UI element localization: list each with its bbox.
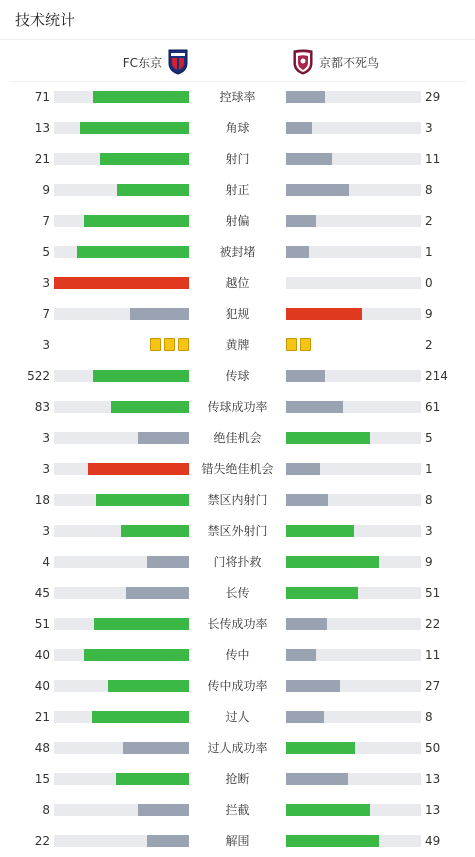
away-stat-bar	[286, 246, 421, 258]
home-stat-bar-fill	[117, 184, 189, 196]
home-stat-value: 83	[34, 400, 50, 414]
yellow-card-icon	[286, 338, 297, 351]
away-stat-bar	[286, 711, 421, 723]
stat-label: 越位	[225, 276, 250, 290]
home-stat-value: 18	[34, 493, 50, 507]
home-stat-bar-fill	[138, 432, 189, 444]
home-stat-bar-fill	[93, 370, 189, 382]
stat-row	[0, 609, 475, 640]
stat-row	[0, 330, 475, 361]
stat-label: 过人	[225, 710, 250, 724]
away-stat-value: 0	[425, 276, 433, 290]
stat-label: 传中成功率	[207, 679, 268, 693]
stat-label: 拦截	[225, 803, 250, 817]
away-stat-value: 51	[425, 586, 441, 600]
home-stat-value: 51	[34, 617, 50, 631]
away-stat-bar-fill	[286, 773, 348, 785]
away-stat-value: 13	[425, 803, 441, 817]
home-stat-value: 71	[34, 90, 50, 104]
home-stat-bar	[54, 91, 189, 103]
home-stat-bar	[54, 494, 189, 506]
home-stat-bar-fill	[111, 401, 189, 413]
stat-row	[0, 826, 475, 857]
home-stat-value: 4	[42, 555, 50, 569]
away-stat-bar-fill	[286, 556, 379, 568]
stat-row	[0, 82, 475, 113]
away-stat-value: 11	[425, 648, 441, 662]
away-stat-bar-fill	[286, 308, 362, 320]
away-stat-bar-fill	[286, 494, 328, 506]
home-stat-bar	[54, 432, 189, 444]
stat-row	[0, 485, 475, 516]
home-stat-bar	[54, 308, 189, 320]
away-stat-value: 2	[425, 214, 433, 228]
away-stat-value: 3	[425, 524, 433, 538]
home-yellow-cards	[150, 338, 189, 351]
home-stat-bar	[54, 556, 189, 568]
away-stat-value: 9	[425, 307, 433, 321]
stat-label: 角球	[225, 121, 250, 135]
stat-row	[0, 547, 475, 578]
stat-row	[0, 702, 475, 733]
away-stat-bar	[286, 122, 421, 134]
page-title: 技术统计	[15, 11, 76, 29]
away-stat-bar-fill	[286, 680, 340, 692]
stat-label: 被封堵	[219, 245, 256, 259]
stat-row	[0, 392, 475, 423]
kyoto-sanga-crest-icon	[293, 49, 313, 75]
away-stat-value: 9	[425, 555, 433, 569]
home-stat-value: 22	[34, 834, 50, 848]
away-stat-bar	[286, 277, 421, 289]
home-stat-bar-fill	[77, 246, 189, 258]
stat-label: 黄牌	[225, 338, 250, 352]
away-stat-value: 5	[425, 431, 433, 445]
home-stat-bar	[54, 246, 189, 258]
stat-label: 传球	[225, 369, 250, 383]
away-stat-bar	[286, 401, 421, 413]
stat-label: 门将扑救	[213, 555, 262, 569]
away-stat-bar	[286, 215, 421, 227]
home-stat-bar-fill	[130, 308, 189, 320]
away-stat-bar	[286, 587, 421, 599]
stats-header	[0, 0, 475, 40]
away-stat-bar	[286, 308, 421, 320]
away-stat-value: 8	[425, 493, 433, 507]
away-stat-value: 13	[425, 772, 441, 786]
home-stat-value: 3	[42, 338, 50, 352]
away-stat-value: 1	[425, 245, 433, 259]
home-stat-bar	[54, 711, 189, 723]
home-stat-bar-fill	[147, 835, 189, 847]
home-stat-bar	[54, 153, 189, 165]
stat-label: 绝佳机会	[213, 431, 262, 445]
home-stat-bar	[54, 773, 189, 785]
home-stat-bar-fill	[94, 618, 189, 630]
home-stat-bar	[54, 401, 189, 413]
home-stat-value: 7	[42, 307, 50, 321]
away-team-name: 京都不死鸟	[319, 55, 380, 70]
stat-label: 射偏	[225, 214, 250, 228]
away-stat-bar-fill	[286, 525, 354, 537]
away-stat-value: 11	[425, 152, 441, 166]
away-stat-bar	[286, 742, 421, 754]
stat-row	[0, 299, 475, 330]
away-stat-bar	[286, 91, 421, 103]
away-stat-bar-fill	[286, 649, 316, 661]
away-stat-value: 29	[425, 90, 441, 104]
home-stat-bar	[54, 587, 189, 599]
home-stat-bar-fill	[88, 463, 189, 475]
away-stat-bar-fill	[286, 463, 320, 475]
stat-label: 射正	[225, 183, 250, 197]
home-stat-bar-fill	[121, 525, 189, 537]
home-stat-bar-fill	[123, 742, 189, 754]
stat-row	[0, 454, 475, 485]
away-stat-value: 27	[425, 679, 441, 693]
stat-label: 禁区外射门	[207, 524, 268, 538]
home-stat-bar	[54, 525, 189, 537]
home-stat-value: 3	[42, 462, 50, 476]
away-stat-bar	[286, 525, 421, 537]
stat-row	[0, 113, 475, 144]
home-stat-value: 3	[42, 276, 50, 290]
away-stat-value: 8	[425, 710, 433, 724]
yellow-card-icon	[150, 338, 161, 351]
away-stat-bar	[286, 556, 421, 568]
yellow-card-icon	[178, 338, 189, 351]
stat-row	[0, 764, 475, 795]
home-stat-bar	[54, 277, 189, 289]
away-stat-value: 22	[425, 617, 441, 631]
home-team	[123, 49, 188, 75]
home-stat-value: 3	[42, 524, 50, 538]
away-stat-value: 3	[425, 121, 433, 135]
away-stat-value: 214	[425, 369, 448, 383]
away-stat-bar-fill	[286, 184, 349, 196]
home-stat-bar-fill	[138, 804, 189, 816]
away-stat-bar-fill	[286, 742, 355, 754]
stat-row	[0, 268, 475, 299]
stat-row	[0, 144, 475, 175]
home-stat-bar	[54, 804, 189, 816]
stat-row	[0, 640, 475, 671]
away-stat-bar	[286, 153, 421, 165]
away-stat-bar	[286, 618, 421, 630]
away-stat-bar-fill	[286, 370, 325, 382]
away-stat-bar-fill	[286, 401, 343, 413]
home-stat-bar	[54, 742, 189, 754]
away-stat-value: 2	[425, 338, 433, 352]
home-stat-value: 21	[34, 710, 50, 724]
stat-label: 禁区内射门	[207, 493, 268, 507]
stat-label: 犯规	[225, 307, 250, 321]
home-stat-bar-fill	[147, 556, 189, 568]
home-stat-bar-fill	[84, 649, 189, 661]
away-stat-bar-fill	[286, 432, 370, 444]
away-stat-bar-fill	[286, 835, 379, 847]
away-stat-value: 1	[425, 462, 433, 476]
stat-row	[0, 361, 475, 392]
away-stat-bar	[286, 432, 421, 444]
stat-row	[0, 795, 475, 826]
home-stat-bar-fill	[93, 91, 189, 103]
stat-label: 传球成功率	[207, 400, 268, 414]
home-stat-bar	[54, 122, 189, 134]
away-stat-bar-fill	[286, 153, 332, 165]
home-stat-value: 15	[34, 772, 50, 786]
stat-row	[0, 175, 475, 206]
away-stat-value: 50	[425, 741, 441, 755]
stat-row	[0, 206, 475, 237]
stat-label: 长传成功率	[207, 617, 268, 631]
away-stat-bar-fill	[286, 618, 327, 630]
home-stat-value: 5	[42, 245, 50, 259]
stat-label: 射门	[225, 152, 250, 166]
away-stat-bar-fill	[286, 215, 316, 227]
stat-row	[0, 578, 475, 609]
home-stat-bar	[54, 370, 189, 382]
home-stat-bar-fill	[116, 773, 189, 785]
away-stat-bar-fill	[286, 122, 312, 134]
away-stat-bar-fill	[286, 91, 325, 103]
home-stat-bar-fill	[108, 680, 189, 692]
home-stat-value: 13	[34, 121, 50, 135]
stats-list	[0, 82, 475, 857]
home-stat-value: 21	[34, 152, 50, 166]
away-stat-bar	[286, 649, 421, 661]
home-stat-bar	[54, 184, 189, 196]
home-stat-value: 9	[42, 183, 50, 197]
yellow-card-icon	[300, 338, 311, 351]
stat-label: 过人成功率	[207, 741, 268, 755]
stat-label: 控球率	[219, 90, 256, 104]
home-stat-bar-fill	[54, 277, 189, 289]
home-stat-bar	[54, 463, 189, 475]
home-stat-bar	[54, 680, 189, 692]
away-team	[293, 49, 379, 75]
away-stat-bar	[286, 184, 421, 196]
home-stat-bar	[54, 618, 189, 630]
home-stat-bar-fill	[100, 153, 189, 165]
home-stat-value: 40	[34, 648, 50, 662]
home-stat-bar-fill	[96, 494, 189, 506]
away-stat-value: 8	[425, 183, 433, 197]
home-stat-value: 48	[34, 741, 50, 755]
stat-row	[0, 733, 475, 764]
home-stat-value: 3	[42, 431, 50, 445]
away-stat-bar	[286, 835, 421, 847]
away-stat-bar	[286, 680, 421, 692]
home-stat-value: 522	[27, 369, 50, 383]
away-stat-value: 49	[425, 834, 441, 848]
home-stat-bar-fill	[126, 587, 189, 599]
away-stat-bar-fill	[286, 587, 358, 599]
stat-label: 错失绝佳机会	[201, 462, 274, 476]
stat-row	[0, 671, 475, 702]
home-stat-bar	[54, 215, 189, 227]
away-stat-bar	[286, 494, 421, 506]
fc-tokyo-crest-icon	[168, 49, 188, 75]
stat-label: 解围	[225, 834, 250, 848]
stat-label: 长传	[225, 586, 250, 600]
yellow-card-icon	[164, 338, 175, 351]
home-stat-bar-fill	[84, 215, 189, 227]
home-stat-value: 45	[34, 586, 50, 600]
home-stat-bar-fill	[92, 711, 189, 723]
stat-row	[0, 423, 475, 454]
home-stat-bar	[54, 649, 189, 661]
home-stat-bar-fill	[80, 122, 189, 134]
stat-row	[0, 516, 475, 547]
away-stat-bar	[286, 804, 421, 816]
home-stat-value: 7	[42, 214, 50, 228]
away-stat-bar-fill	[286, 246, 309, 258]
home-team-name: FC东京	[122, 55, 162, 70]
away-stat-bar-fill	[286, 711, 324, 723]
home-stat-value: 40	[34, 679, 50, 693]
away-stat-bar-fill	[286, 804, 370, 816]
away-stat-bar	[286, 463, 421, 475]
away-stat-bar	[286, 773, 421, 785]
away-yellow-cards	[286, 338, 311, 351]
teams-row	[10, 41, 465, 82]
away-stat-value: 61	[425, 400, 441, 414]
stat-label: 抢断	[225, 772, 250, 786]
home-stat-bar	[54, 835, 189, 847]
stat-label: 传中	[225, 648, 250, 662]
home-stat-value: 8	[42, 803, 50, 817]
away-stat-bar	[286, 370, 421, 382]
stat-row	[0, 237, 475, 268]
